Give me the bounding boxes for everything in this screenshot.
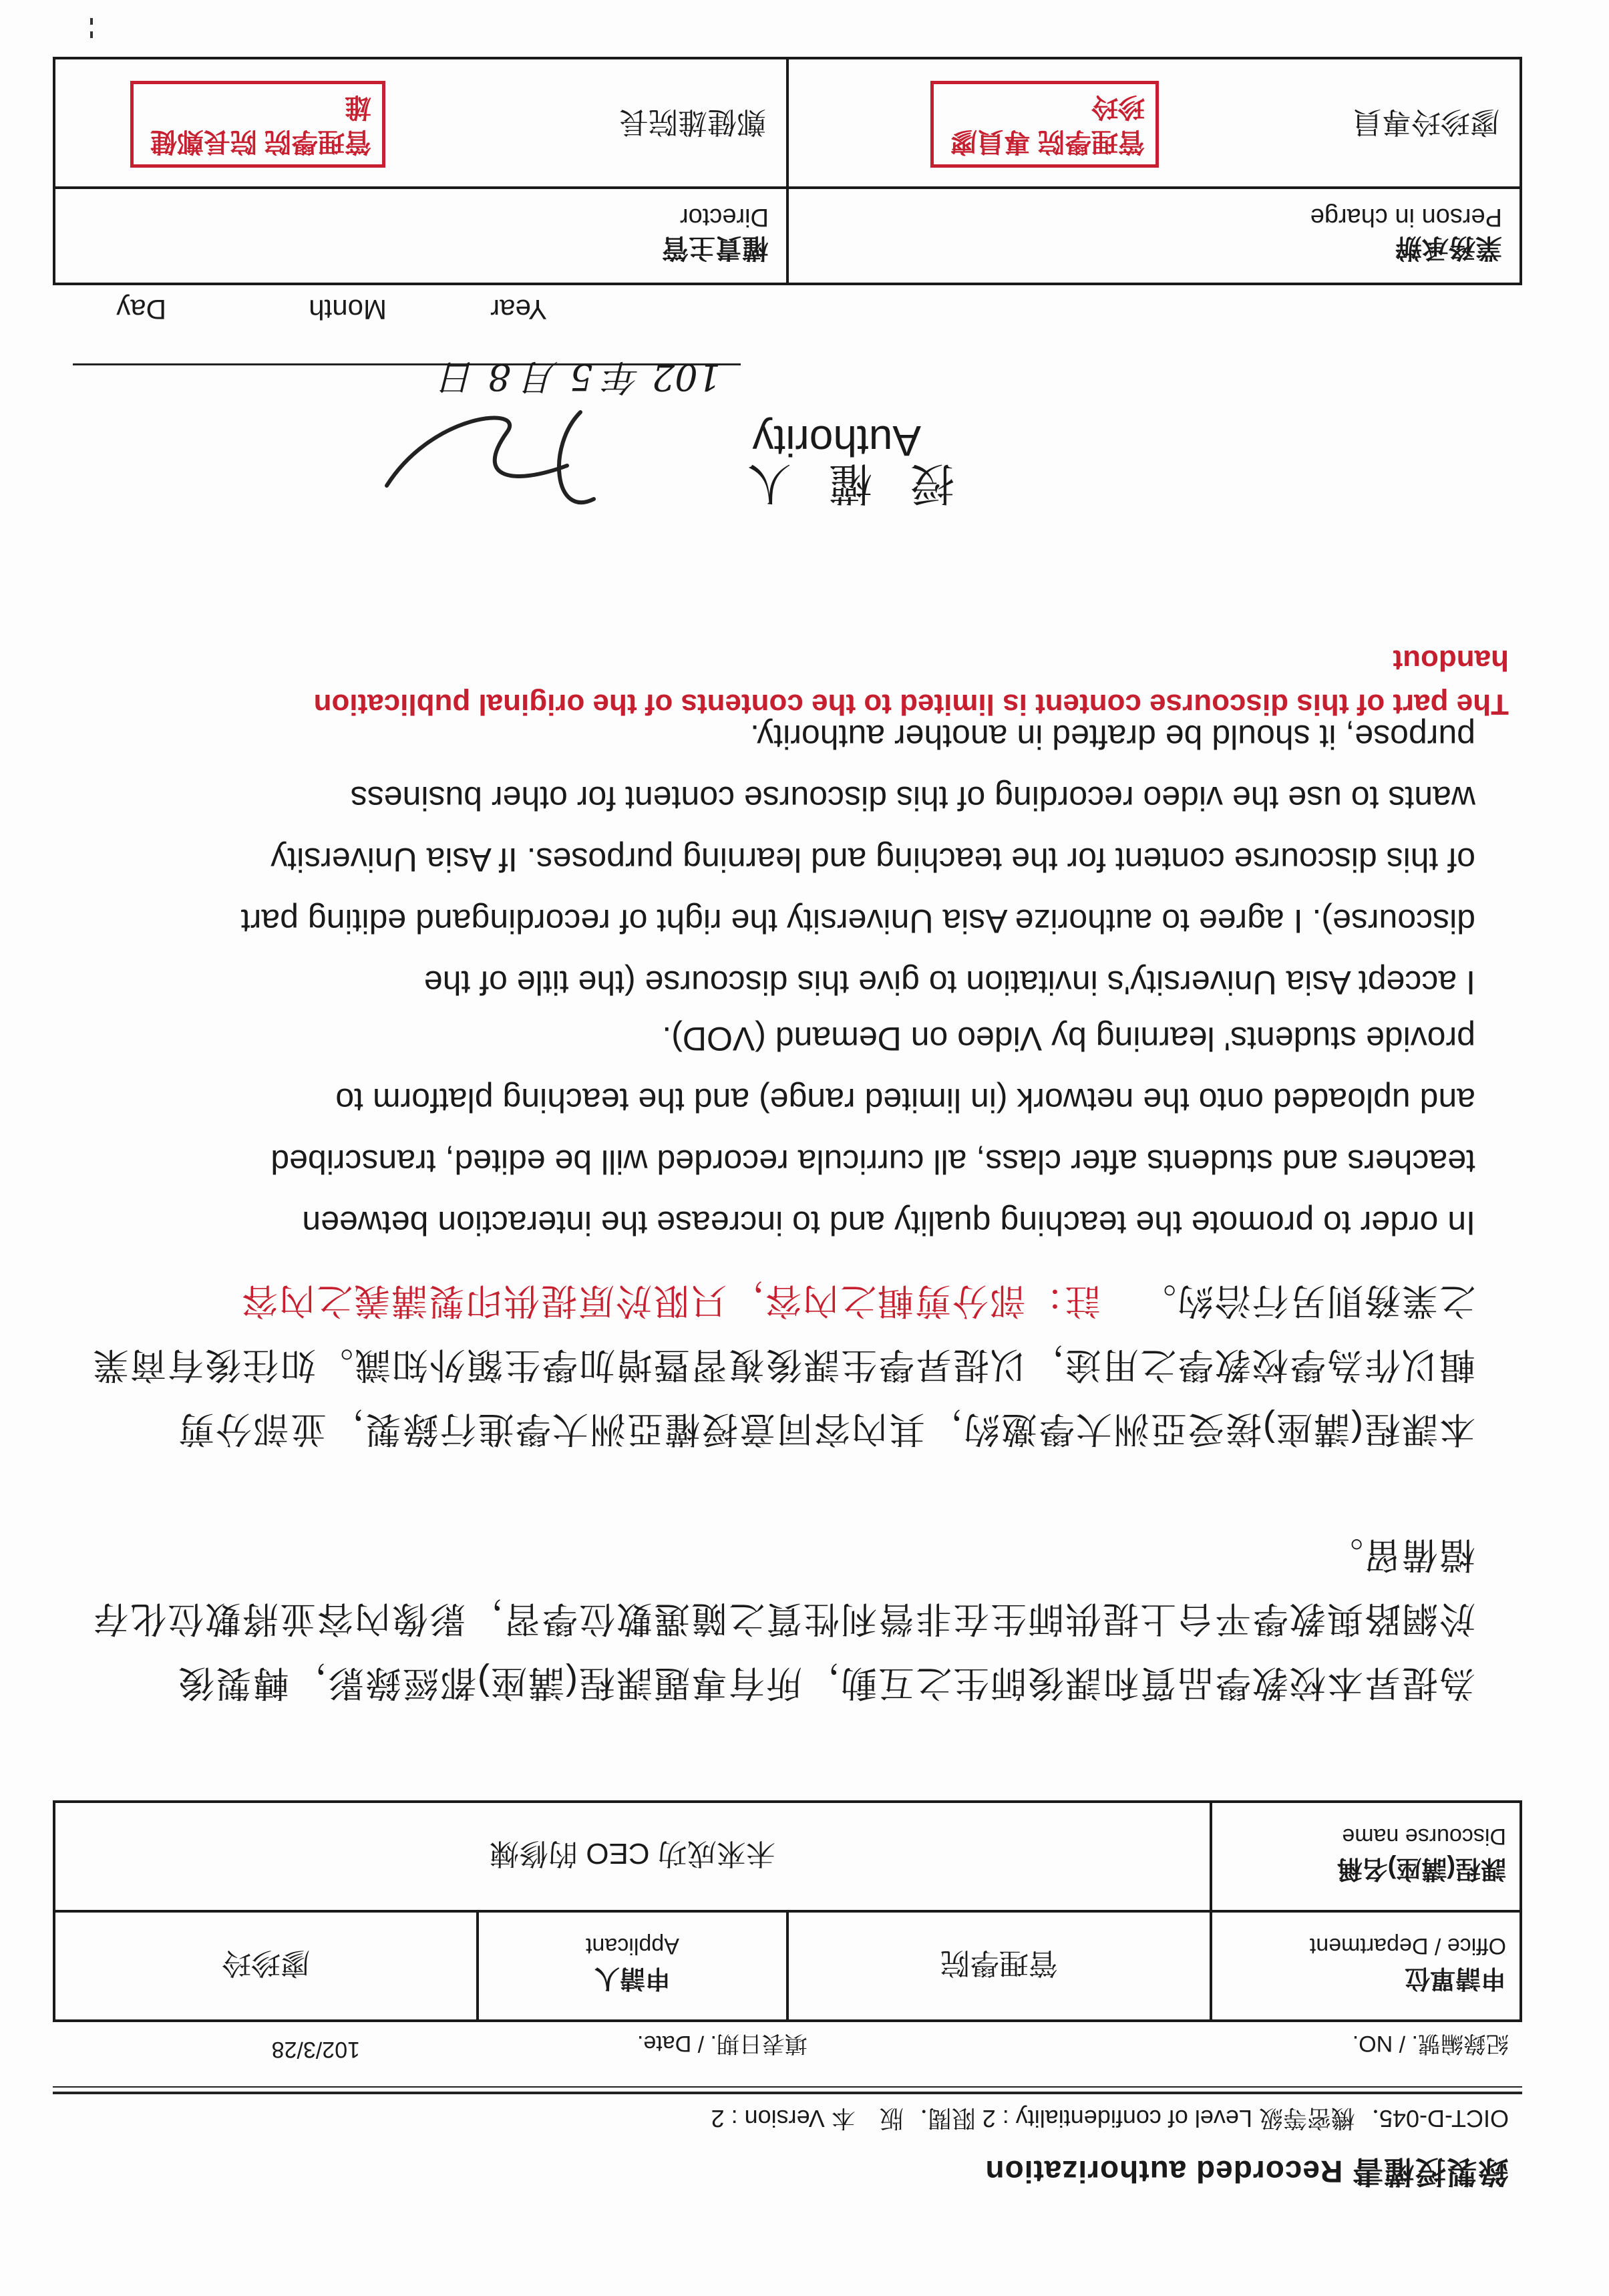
zh-note: 註：部分剪輯之內容，只限於原提供印製講義之內容 xyxy=(240,1281,1101,1321)
header-rule-thin xyxy=(53,2086,1522,2088)
record-date-label: 填表日期. / Date. xyxy=(637,2031,808,2056)
document-title: 錄製授權書 Recorded authorization xyxy=(985,2154,1509,2189)
director-label-zh: 權責主管 xyxy=(662,233,769,263)
sign-table xyxy=(53,57,1522,285)
course-label-cell xyxy=(1211,1802,1521,1911)
en-paragraph-2 xyxy=(86,706,1475,1013)
zh-p2-line3-text: 之業務則另行洽約。 xyxy=(1139,1281,1475,1321)
en-p1-line4: provide students' learning by Video on Demand (VOD). xyxy=(662,1020,1475,1057)
month-label: Month xyxy=(309,294,387,325)
applicant-label-en: Applicant xyxy=(586,1933,679,1959)
en-p2-line1: I accept Asia University's invitation to give this discourse (the title of the xyxy=(423,964,1475,1001)
zh-paragraph-1 xyxy=(86,1522,1475,1715)
person-seal-stamp: 管理學院 專員廖珍玲 xyxy=(930,81,1159,168)
info-table xyxy=(53,1800,1522,2022)
en-p1-line3: and uploaded onto the network (in limited range) and the teaching platform to xyxy=(335,1082,1475,1119)
applicant-label-zh: 申請人 xyxy=(594,1964,671,1992)
office-label-zh: 申請單位 xyxy=(1404,1964,1506,1992)
en-paragraph-1 xyxy=(86,1008,1475,1254)
record-no-label: 紀錄編號. / NO. xyxy=(1352,2031,1509,2056)
en-p2-line4: wants to use the video recording of this discourse content for other business xyxy=(350,780,1475,817)
handwritten-date: 102 年 5 月 8 日 xyxy=(440,356,721,398)
director-sign-cell xyxy=(54,58,787,188)
day-label: Day xyxy=(116,294,166,325)
document-meta: OICT-D-045．機密等級 Level of confidentiality : 2 限閱．版 本 Version : 2 xyxy=(711,2105,1509,2132)
zh-p1-line1: 為提昇本校教學品質和課後師生之互動，所有專題課程(講座)都經錄影，轉製後 xyxy=(177,1663,1475,1703)
authority-label-zh: 授權人 xyxy=(710,459,954,508)
office-value: 管理學院 xyxy=(787,1911,1211,2021)
zh-p2-line1: 本課程(講座)接受亞洲大學邀約，其內容同意授權亞洲大學進行錄製，並部分剪 xyxy=(177,1409,1475,1449)
zh-p1-line2: 於網路與教學平台上提供師生在非營利性質之隨選數位學習，影像內容並將數位化存 xyxy=(92,1599,1475,1639)
signature-mark xyxy=(367,392,607,526)
en-p2-line5: purpose, it should be drafted in another authority. xyxy=(750,718,1475,756)
en-p2-line2: discourse). I agree to authorize Asia University the right of recordingand editing part xyxy=(240,903,1475,940)
en-note-line2: handout xyxy=(1393,644,1509,677)
director-seal-stamp: 管理學院 院長鄭健雄 xyxy=(130,81,385,168)
office-label-cell xyxy=(1211,1911,1521,2021)
person-label-zh: 業務承辦 xyxy=(1395,233,1502,263)
director-label-en: Director xyxy=(679,203,769,231)
record-date-value: 102/3/28 xyxy=(271,2037,360,2062)
year-label: Year xyxy=(490,294,547,325)
director-header xyxy=(54,188,787,284)
authority-label-en: Authority xyxy=(752,417,921,465)
applicant-value: 廖珍玲 xyxy=(54,1911,478,2021)
scan-speck xyxy=(90,18,93,25)
person-header xyxy=(787,188,1521,284)
office-label-en: Office / Department xyxy=(1309,1933,1506,1959)
director-name: 鄭健雄院長 xyxy=(619,106,766,138)
course-label-en: Discourse name xyxy=(1342,1824,1506,1849)
zh-p1-line3: 檔備留。 xyxy=(1326,1534,1475,1575)
en-note xyxy=(93,638,1509,726)
person-label-en: Person in charge xyxy=(1310,203,1502,231)
header-rule xyxy=(53,2092,1522,2094)
zh-p2-line3 xyxy=(86,1269,1475,1333)
zh-paragraph-2 xyxy=(86,1269,1475,1461)
course-label-zh: 課程(講座)名稱 xyxy=(1336,1854,1506,1882)
course-value: 未來成功 CEO 的修煉 xyxy=(54,1802,1211,1911)
scan-speck xyxy=(90,31,93,38)
en-note-line1: The part of this discourse content is limited to the contents of the original publication xyxy=(313,688,1509,721)
person-name: 廖珍玲專員 xyxy=(1353,106,1499,138)
en-p1-line2: teachers and students after class, all curricula recorded will be edited, transcribed xyxy=(271,1143,1475,1180)
en-p2-line3: of this discourse content for the teaching and learning purposes. If Asia University xyxy=(271,841,1475,878)
applicant-label-cell xyxy=(478,1911,787,2021)
zh-p2-line2: 輯以作為學校教學之用途，以提昇學生課後複習暨增加學生額外知識。如往後有商業 xyxy=(92,1345,1475,1385)
person-sign-cell xyxy=(787,58,1521,188)
en-p1-line1: In order to promote the teaching quality and to increase the interaction between xyxy=(302,1204,1475,1242)
